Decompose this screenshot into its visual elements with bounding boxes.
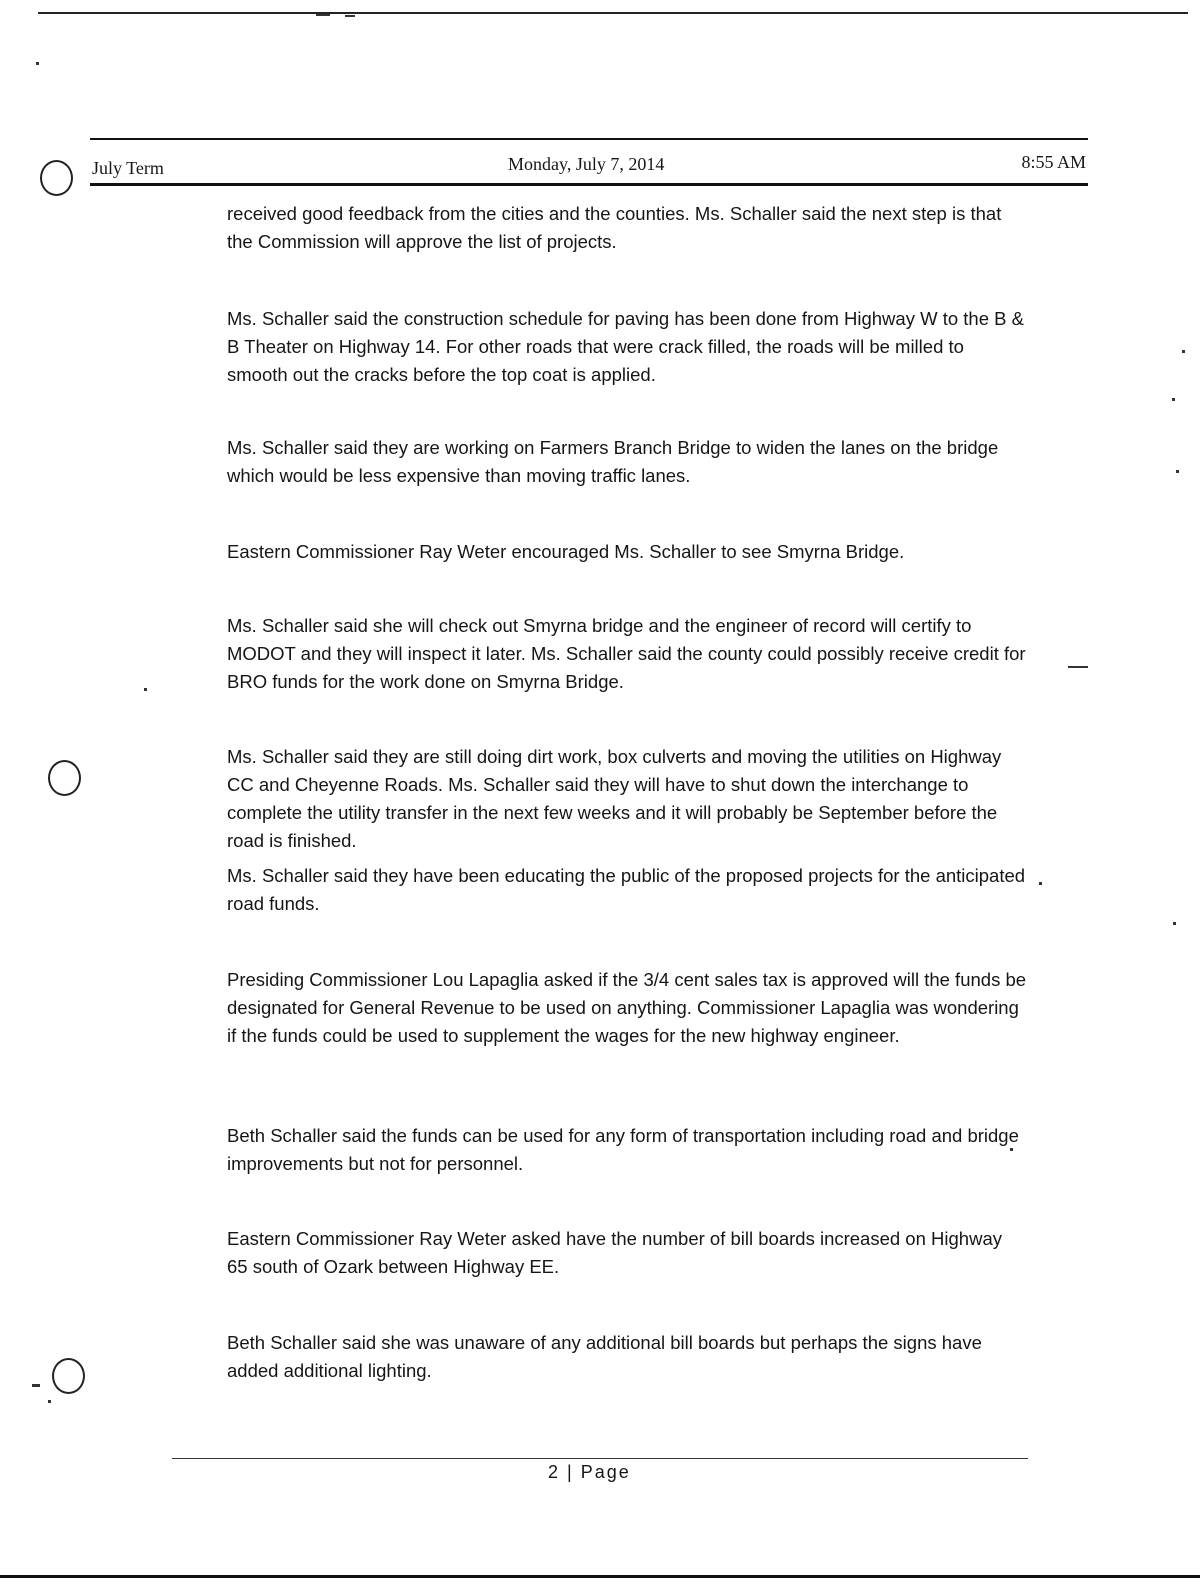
scan-speck: [1068, 666, 1088, 668]
minutes-paragraph: Ms. Schaller said they are still doing dirt work, box culverts and moving the utilities on Highway CC and Cheyenne Roads. Ms. Schaller said they will have to shut down the interchange to complete the utility transfer in the next few weeks and it will probably be September before the road is finished.: [227, 746, 1002, 851]
binder-hole-bottom: [52, 1358, 85, 1394]
minutes-paragraph: Eastern Commissioner Ray Weter asked have the number of bill boards increased on Highway 65 south of Ozark between Highway EE.: [227, 1228, 1002, 1277]
scan-speck: [48, 1400, 51, 1403]
scan-speck: [1172, 398, 1175, 401]
binder-hole-top: [40, 160, 73, 196]
scan-speck: [32, 1384, 40, 1387]
footer-rule: [172, 1458, 1028, 1459]
scan-speck: [1039, 882, 1042, 885]
minutes-paragraph: Presiding Commissioner Lou Lapaglia asked if the 3/4 cent sales tax is approved will the funds be designated for General Revenue to be used on anything. Commissioner Lapaglia was wondering if the funds could be used to supplement the wages for the new highway engineer.: [227, 969, 1027, 1046]
scan-speck: [144, 688, 147, 691]
minutes-paragraph: Eastern Commissioner Ray Weter encouraged Ms. Schaller to see Smyrna Bridge.: [227, 541, 905, 562]
minutes-paragraph: Ms. Schaller said they have been educating the public of the proposed projects for the anticipated road funds.: [227, 865, 1026, 914]
scan-top-edge-line: [38, 12, 1188, 14]
scan-speck: [1176, 470, 1179, 473]
minutes-paragraph: received good feedback from the cities and the counties. Ms. Schaller said the next step is that the Commission will approve the list of projects.: [227, 203, 1002, 252]
scan-speck: [345, 15, 355, 17]
header-term: July Term: [92, 158, 164, 178]
scan-speck: [1182, 350, 1185, 353]
minutes-paragraph: Ms. Schaller said she will check out Smyrna bridge and the engineer of record will certify to MODOT and they will inspect it later. Ms. Schaller said the county could possibly receive credit for BRO funds for the work done on Smyrna Bridge.: [227, 615, 1026, 692]
binder-hole-middle: [48, 760, 81, 796]
minutes-paragraph: Beth Schaller said the funds can be used for any form of transportation including road and bridge improvements but not for personnel.: [227, 1125, 1019, 1174]
minutes-paragraph: Ms. Schaller said they are working on Farmers Branch Bridge to widen the lanes on the bridge which would be less expensive than moving traffic lanes.: [227, 437, 999, 486]
scan-speck: [36, 62, 39, 65]
scan-speck: [1173, 922, 1176, 925]
header-date: Monday, July 7, 2014: [508, 154, 665, 174]
scan-bottom-edge-line: [0, 1575, 1200, 1578]
minutes-paragraph: Ms. Schaller said the construction schedule for paving has been done from Highway W to the B & B Theater on Highway 14. For other roads that were crack filled, the roads will be milled to smooth out the cracks before the top coat is applied.: [227, 308, 1024, 385]
minutes-paragraph: Beth Schaller said she was unaware of any additional bill boards but perhaps the signs have added additional lighting.: [227, 1332, 982, 1381]
header-time: 8:55 AM: [1021, 152, 1086, 172]
document-header: [90, 138, 1088, 186]
page-number: 2 | Page: [548, 1462, 631, 1482]
scan-speck: [316, 14, 330, 16]
